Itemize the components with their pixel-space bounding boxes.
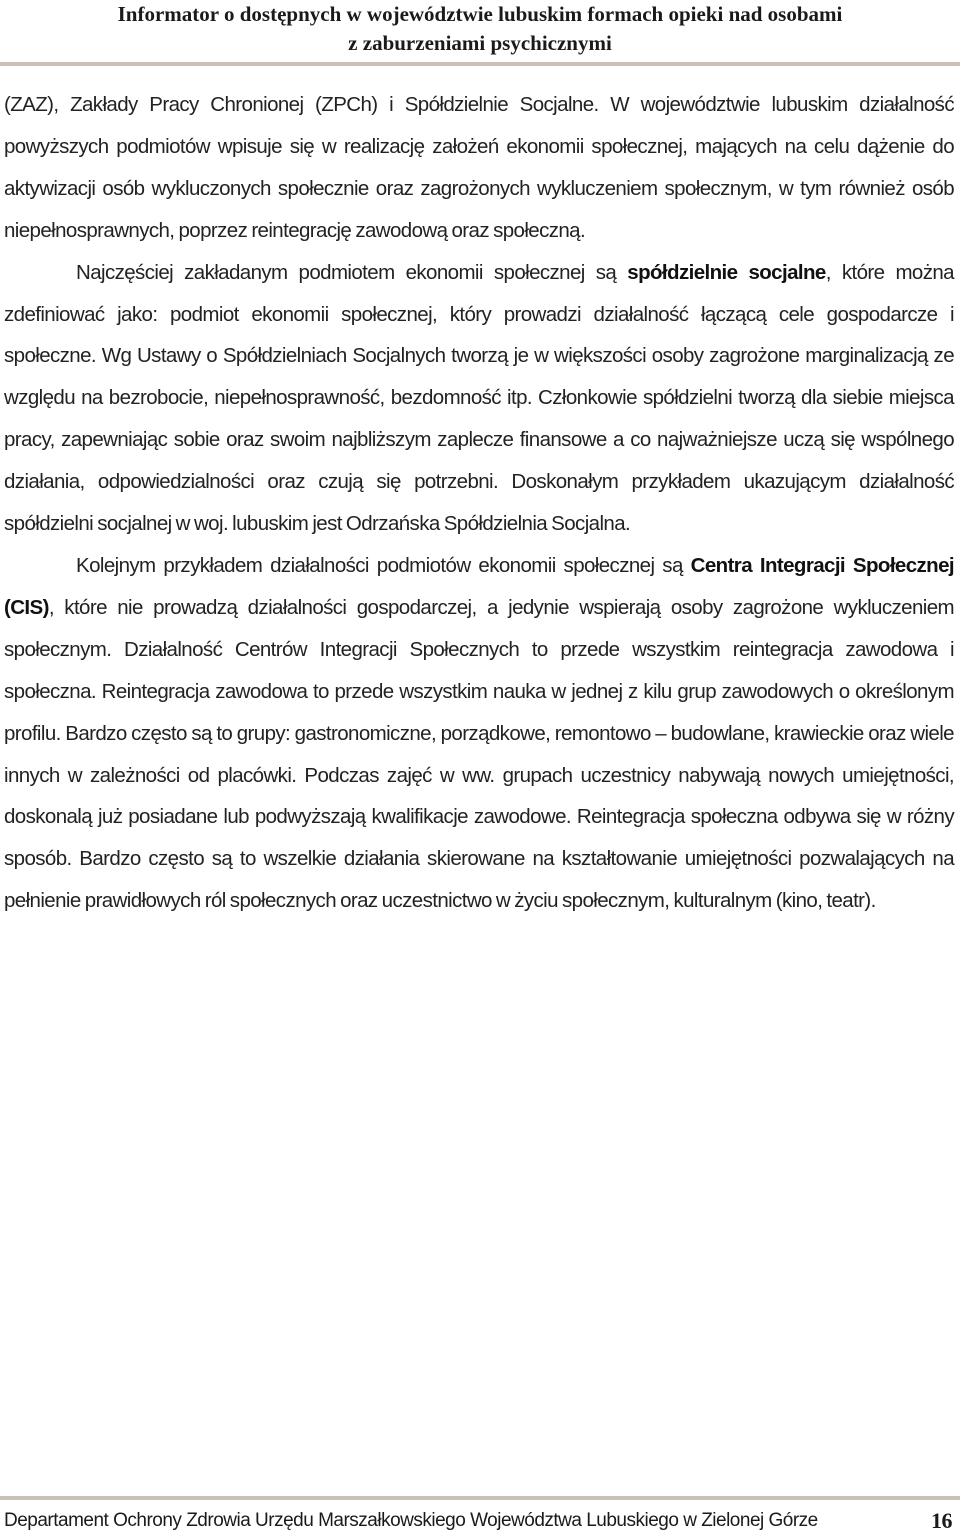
header-title-line-1: Informator o dostępnych w województwie lubuskim formach opieki nad osobami <box>117 2 843 26</box>
paragraph-3-text-a: Kolejnym przykładem działalności podmiotów ekonomii społecznej są <box>76 553 691 577</box>
paragraph-1-text: (ZAZ), Zakłady Pracy Chronionej (ZPCh) i Spółdzielnie Socjalne. W województwie lubuskim działalność powyższych podmiotów wpisuje się w realizację założeń ekonomii społecznej, mających na celu dążenie do aktywizacji osób wykluczonych społecznie oraz zagrożonych wykluczeniem społecznym, w tym również osób niepełnosprawnych, poprzez reintegrację zawodową oraz społeczną. <box>4 93 954 242</box>
paragraph-2 <box>4 252 954 545</box>
paragraph-2-bold-term: spółdzielnie socjalne <box>627 260 826 284</box>
header-divider <box>0 62 960 66</box>
paragraph-3-text-b: , które nie prowadzą działalności gospodarczej, a jedynie wspierają osoby zagrożone wykluczeniem społecznym. Działalność Centrów Integracji Społecznych to przede wszystkim reintegracja zawodowa i społeczna. Reintegracja zawodowa to przede wszystkim nauka w jednej z kilu grup zawodowych o określonym profilu. Bardzo często są to grupy: gastronomiczne, porządkowe, remontowo – budowlane, krawieckie oraz wiele innych w zależności od placówki. Podczas zajęć w ww. grupach uczestnicy nabywają nowych umiejętności, doskonalą już posiadane lub podwyższają kwalifikacje zawodowe. Reintegracja społeczna odbywa się w różny sposób. Bardzo często są to wszelkie działania skierowane na kształtowanie umiejętności pozwalających na pełnienie prawidłowych ról społecznych oraz uczestnictwo w życiu społecznym, kulturalnym (kino, teatr). <box>4 595 954 913</box>
paragraph-2-text-b: , które można zdefiniować jako: podmiot ekonomii społecznej, który prowadzi działalność łączącą cele gospodarcze i społeczne. Wg Ustawy o Spółdzielniach Socjalnych tworzą je w większości osoby zagrożone marginalizacją ze względu na bezrobocie, niepełnosprawność, bezdomność itp. Członkowie spółdzielni tworzą dla siebie miejsca pracy, zapewniając sobie oraz swoim najbliższym zaplecze finansowe a co najważniejsze uczą się wspólnego działania, odpowiedzialności oraz czują się potrzebni. Doskonałym przykładem ukazującym działalność spółdzielni socjalnej w woj. lubuskim jest Odrzańska Spółdzielnia Socjalna. <box>4 260 954 536</box>
page-number: 16 <box>931 1508 952 1533</box>
paragraph-3 <box>4 545 954 922</box>
paragraph-2-text-a: Najczęściej zakładanym podmiotem ekonomii społecznej są <box>76 260 628 284</box>
page-header <box>0 0 960 58</box>
paragraph-1 <box>4 84 954 252</box>
footer-divider <box>0 1496 960 1500</box>
header-title-line-2: z zaburzeniami psychicznymi <box>348 31 612 55</box>
footer-department: Departament Ochrony Zdrowia Urzędu Marszałkowskiego Województwa Lubuskiego w Zielonej Górze <box>4 1510 818 1531</box>
document-body <box>4 84 954 922</box>
paragraph-3-bold-term: Centra Integracji Społecznej (CIS) <box>4 553 955 619</box>
